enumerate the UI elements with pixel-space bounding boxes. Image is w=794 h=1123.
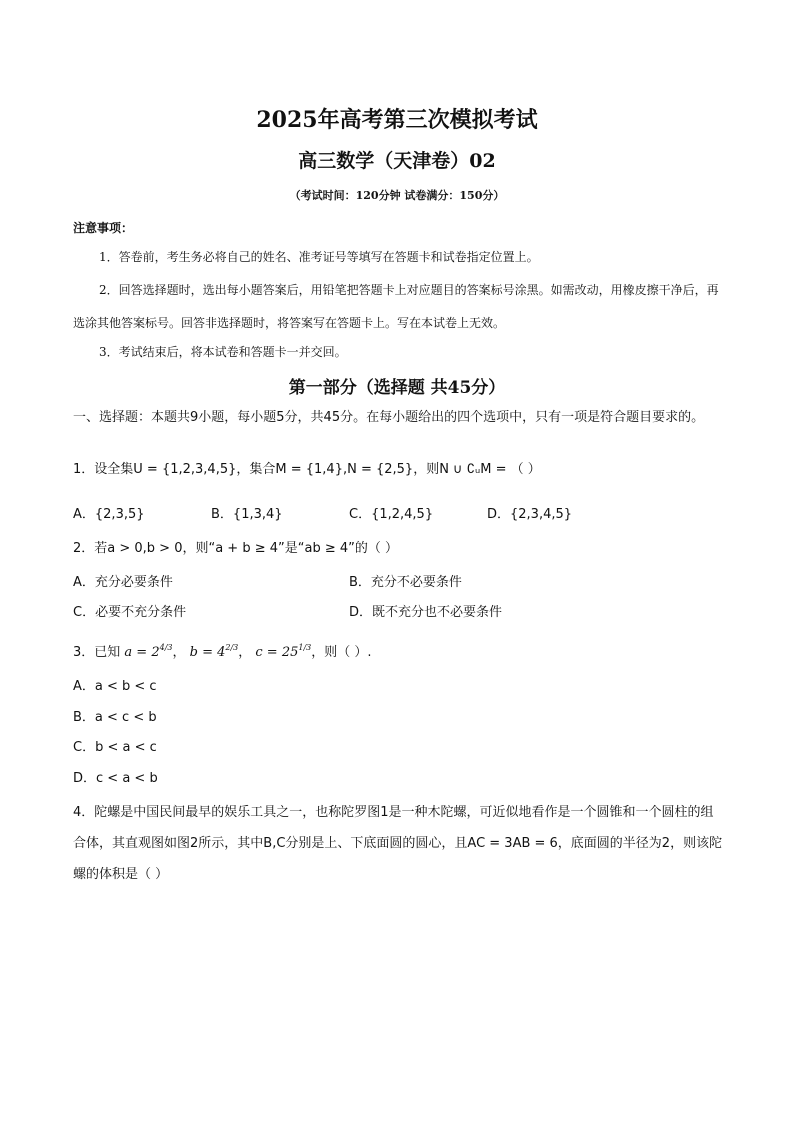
question-3-stem: 3．已知 $a = 2^{4/3}$， $b = 4^{2/3}$， $c = 25^{1/3}$，则（ ）. [73,643,372,660]
expr-b: $b = 4^{2/3}$ [189,643,239,660]
option-c[interactable]: C．{1,2,4,5} [349,507,434,522]
option-a[interactable]: A．{2,3,5} [73,507,145,522]
exam-meta: （考试时间：120分钟 试卷满分：150分） [289,189,505,202]
question-3-option-c[interactable]: C．b < a < c [73,740,157,755]
question-2-options-row-1 [73,571,723,593]
question-2-stem: 2．若a > 0,b > 0，则“a + b ≥ 4”是“ab ≥ 4”的（ ） [73,541,399,556]
note-item: 3．考试结束后，将本试卷和答题卡一并交回。 [99,345,347,359]
expr-c: $c = 25^{1/3}$ [255,643,312,660]
note-item: 1．答卷前，考生务必将自己的姓名、准考证号等填写在答题卡和试卷指定位置上。 [99,250,539,264]
note-item: 2．回答选择题时，选出每小题答案后，用铅笔把答题卡上对应题目的答案标号涂黑。如需改动，用橡皮擦干净后，再选涂其他答案标号。回答非选择题时，将答案写在答题卡上。写在本试卷上无效。 [73,283,719,330]
option-b[interactable]: B．{1,3,4} [211,507,283,522]
question-3-option-d[interactable]: D．c < a < b [73,771,158,786]
question-3-option-a[interactable]: A．a < b < c [73,679,157,694]
question-1-stem: 1．设全集U = {1,2,3,4,5}，集合M = {1,4},N = {2,5}，则N ∪ ∁ᵤM = （ ） [73,462,541,477]
question-2-options-row-2 [73,601,723,623]
option-a[interactable]: A．充分必要条件 [73,575,173,590]
section-instructions: 一、选择题：本题共9小题，每小题5分，共45分。在每小题给出的四个选项中，只有一项是符合题目要求的。 [73,410,705,425]
section-title: 第一部分（选择题 共45分） [288,378,506,398]
question-1-options [73,503,723,525]
expr-a: $a = 2^{4/3}$ [124,643,173,660]
exam-title: 2025年高考第三次模拟考试 [256,107,538,133]
option-d[interactable]: D．既不充分也不必要条件 [349,605,503,620]
notes-heading: 注意事项： [73,221,134,235]
option-c[interactable]: C．必要不充分条件 [73,605,187,620]
option-d[interactable]: D．{2,3,4,5} [487,507,573,522]
question-4-stem: 4．陀螺是中国民间最早的娱乐工具之一，也称陀罗图1是一种木陀螺，可近似地看作是一个圆锥和一个圆柱的组合体，其直观图如图2所示，其中B,C分别是上、下底面圆的圆心，且AC = 3AB = 6，底面圆的半径为2，则该陀螺的体积是（ ） [73,805,723,882]
question-3-option-b[interactable]: B．a < c < b [73,710,157,725]
exam-subtitle: 高三数学（天津卷）02 [298,150,496,172]
option-b[interactable]: B．充分不必要条件 [349,575,462,590]
